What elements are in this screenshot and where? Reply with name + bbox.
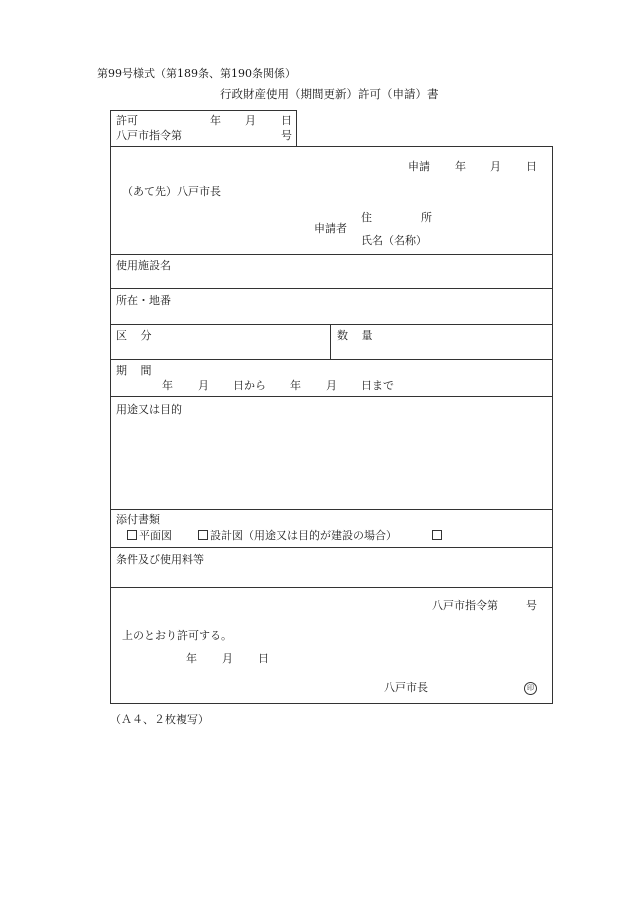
mayor-label: 八戸市長 [384,681,428,694]
permit-date-day: 日 [281,114,292,127]
period-label: 期 間 [116,364,152,377]
applied-date-month: 月 [490,160,501,173]
applicant-label: 申請者 [314,222,347,235]
divider [110,396,553,397]
seal-icon: 印 [524,682,537,695]
attachment-design [198,530,397,541]
period-start-month: 月 [198,379,209,392]
design-checkbox[interactable] [198,530,208,540]
period-end-month: 月 [326,379,337,392]
approval-date-year: 年 [186,652,197,665]
attachment-other [432,530,444,541]
seal-mark [524,681,537,695]
attachment-plan-label: 平面図 [139,529,172,542]
approval-designation: 八戸市指令第 [432,599,498,612]
quantity-label: 数 量 [337,329,373,342]
conditions-label: 条件及び使用料等 [116,553,204,566]
permit-date-month: 月 [245,114,256,127]
divider [110,324,553,325]
attachments-label: 添付書類 [116,513,160,526]
form-number: 第99号様式（第189条、第190条関係） [97,67,296,80]
other-checkbox[interactable] [432,530,442,540]
approval-statement: 上のとおり許可する。 [122,629,232,642]
plan-checkbox[interactable] [127,530,137,540]
divider [110,359,553,360]
divider [330,324,331,359]
addressee: （あて先）八戸市長 [122,185,221,198]
divider [110,509,553,510]
address-label-2: 所 [421,211,432,224]
approval-date-day: 日 [258,652,269,665]
divider [110,288,553,289]
divider [110,587,553,588]
location-label: 所在・地番 [116,294,171,307]
permit-designation: 八戸市指令第 [116,129,182,142]
applied-date-day: 日 [526,160,537,173]
applied-date-year: 年 [455,160,466,173]
form-title: 行政財産使用（期間更新）許可（申請）書 [220,87,439,101]
period-start-day: 日から [233,379,266,392]
facility-name-label: 使用施設名 [116,259,171,272]
name-label: 氏名（名称） [361,234,427,247]
divider [110,254,553,255]
approval-date-month: 月 [222,652,233,665]
approval-number-suffix: 号 [526,599,537,612]
applied-label: 申請 [408,160,430,173]
permit-number-suffix: 号 [281,129,292,142]
address-label-1: 住 [361,211,372,224]
permit-date-year: 年 [210,114,221,127]
footer-note: （Ａ４、２枚複写） [110,713,209,726]
category-label: 区 分 [116,329,152,342]
attachment-design-label: 設計図（用途又は目的が建設の場合） [210,529,397,542]
period-end-day: 日まで [361,379,394,392]
period-end-year: 年 [290,379,301,392]
divider [110,547,553,548]
permit-label: 許可 [116,114,138,127]
purpose-label: 用途又は目的 [116,403,182,416]
period-start-year: 年 [162,379,173,392]
attachment-plan [127,530,172,541]
